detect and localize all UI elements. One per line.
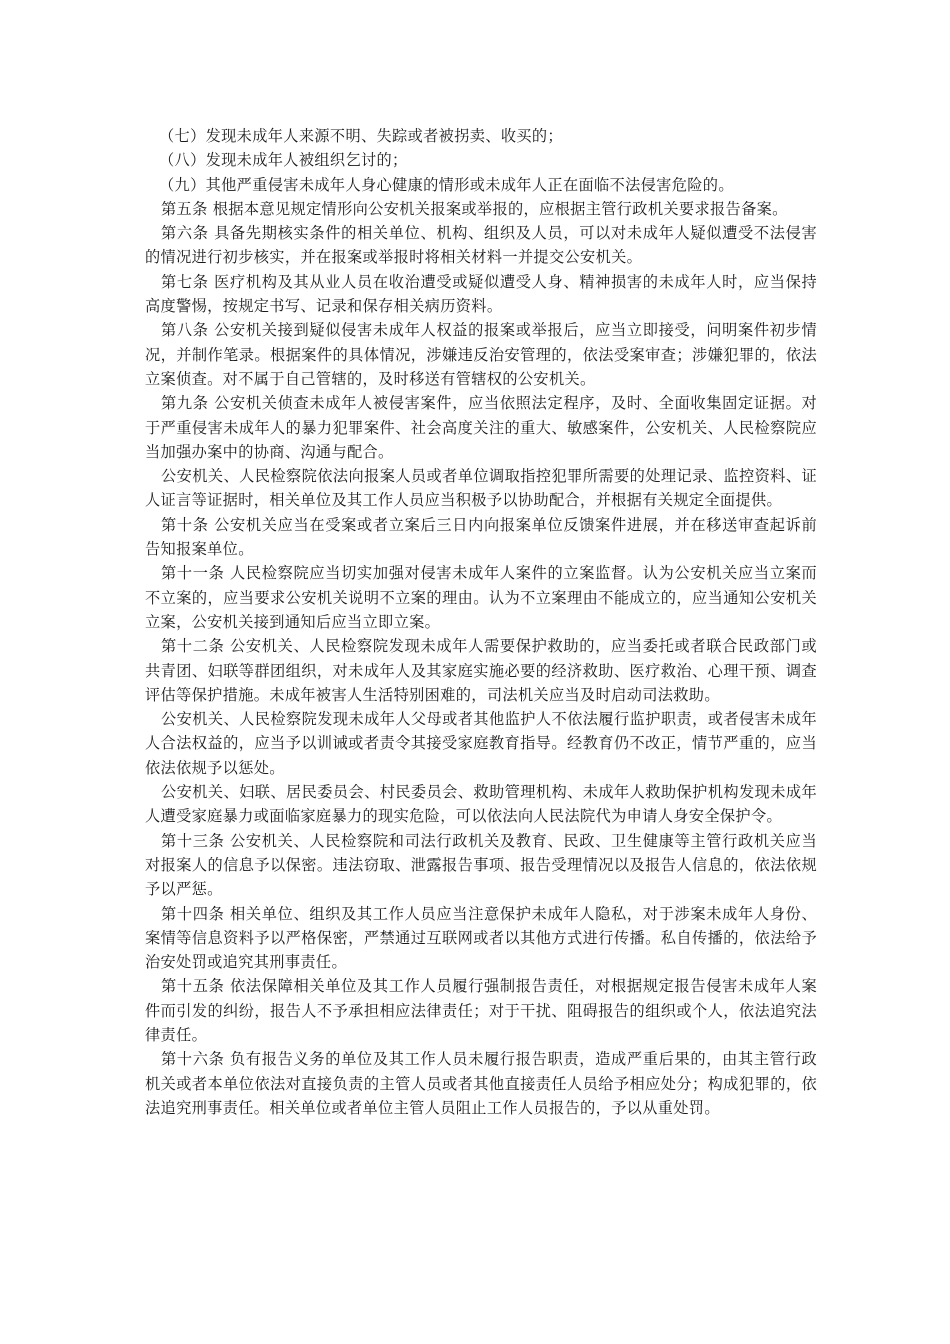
article-7: 第七条 医疗机构及其从业人员在收治遭受或疑似遭受人身、精神损害的未成年人时，应当保持高度警惕，按规定书写、记录和保存相关病历资料。 <box>145 272 817 316</box>
article-9: 第九条 公安机关侦查未成年人被侵害案件，应当依照法定程序，及时、全面收集固定证据。对于严重侵害未成年人的暴力犯罪案件、社会高度关注的重大、敏感案件，公安机关、人民检察院应当加强办案中的协商、沟通与配合。 <box>145 394 817 461</box>
article-13: 第十三条 公安机关、人民检察院和司法行政机关及教育、民政、卫生健康等主管行政机关应当对报案人的信息予以保密。违法窃取、泄露报告事项、报告受理情况以及报告人信息的，依法依规予以严惩。 <box>145 831 817 899</box>
list-item-nine: （九）其他严重侵害未成年人身心健康的情形或未成年人正在面临不法侵害危险的。 <box>159 175 734 194</box>
article-11: 第十一条 人民检察院应当切实加强对侵害未成年人案件的立案监督。认为公安机关应当立案而不立案的，应当要求公安机关说明不立案的理由。认为不立案理由不能成立的，应当通知公安机关立案，公安机关接到通知后应当立即立案。 <box>145 564 817 631</box>
article-15: 第十五条 依法保障相关单位及其工作人员履行强制报告责任，对根据规定报告侵害未成年人案件而引发的纠纷，报告人不予承担相应法律责任；对于干扰、阻碍报告的组织或个人，依法追究法律责任。 <box>145 977 817 1044</box>
article-6: 第六条 具备先期核实条件的相关单位、机构、组织及人员，可以对未成年人疑似遭受不法侵害的情况进行初步核实，并在报案或举报时将相关材料一并提交公安机关。 <box>145 224 817 267</box>
article-16: 第十六条 负有报告义务的单位及其工作人员未履行报告职责，造成严重后果的，由其主管行政机关或者本单位依法对直接负责的主管人员或者其他直接责任人员给予相应处分；构成犯罪的，依法追究刑事责任。相关单位或者单位主管人员阻止工作人员报告的，予以从重处罚。 <box>145 1050 817 1117</box>
article-12-paragraph-2: 公安机关、人民检察院发现未成年人父母或者其他监护人不依法履行监护职责，或者侵害未成年人合法权益的，应当予以训诫或者责令其接受家庭教育指导。经教育仍不改正，情节严重的，应当依法依规予以惩处。 <box>145 710 817 777</box>
article-14: 第十四条 相关单位、组织及其工作人员应当注意保护未成年人隐私，对于涉案未成年人身份、案情等信息资料予以严格保密，严禁通过互联网或者以其他方式进行传播。私自传播的，依法给予治安处罚或追究其刑事责任。 <box>145 904 817 972</box>
article-8: 第八条 公安机关接到疑似侵害未成年人权益的报案或举报后，应当立即接受，问明案件初步情况，并制作笔录。根据案件的具体情况，涉嫌违反治安管理的，依法受案审查；涉嫌犯罪的，依法立案侦查。对不属于自己管辖的，及时移送有管辖权的公安机关。 <box>145 321 817 388</box>
article-9-paragraph-2: 公安机关、人民检察院依法向报案人员或者单位调取指控犯罪所需要的处理记录、监控资料、证人证言等证据时，相关单位及其工作人员应当积极予以协助配合，并根据有关规定全面提供。 <box>145 467 817 510</box>
article-12-paragraph-3: 公安机关、妇联、居民委员会、村民委员会、救助管理机构、未成年人救助保护机构发现未成年人遭受家庭暴力或面临家庭暴力的现实危险，可以依法向人民法院代为申请人身安全保护令。 <box>145 783 817 826</box>
list-item-seven: （七）发现未成年人来源不明、失踪或者被拐卖、收买的； <box>159 127 563 145</box>
article-10: 第十条 公安机关应当在受案或者立案后三日内向报案单位反馈案件进展，并在移送审查起诉前告知报案单位。 <box>145 515 817 559</box>
list-item-eight: （八）发现未成年人被组织乞讨的； <box>159 151 408 170</box>
article-5: 第五条 根据本意见规定情形向公安机关报案或举报的，应根据主管行政机关要求报告备案。 <box>161 199 788 218</box>
article-12: 第十二条 公安机关、人民检察院发现未成年人需要保护救助的，应当委托或者联合民政部门或共青团、妇联等群团组织，对未成年人及其家庭实施必要的经济救助、医疗救治、心理干预、调查评估等保护措施。未成年被害人生活特别困难的，司法机关应当及时启动司法救助。 <box>145 637 817 704</box>
document-page <box>145 124 817 1120</box>
